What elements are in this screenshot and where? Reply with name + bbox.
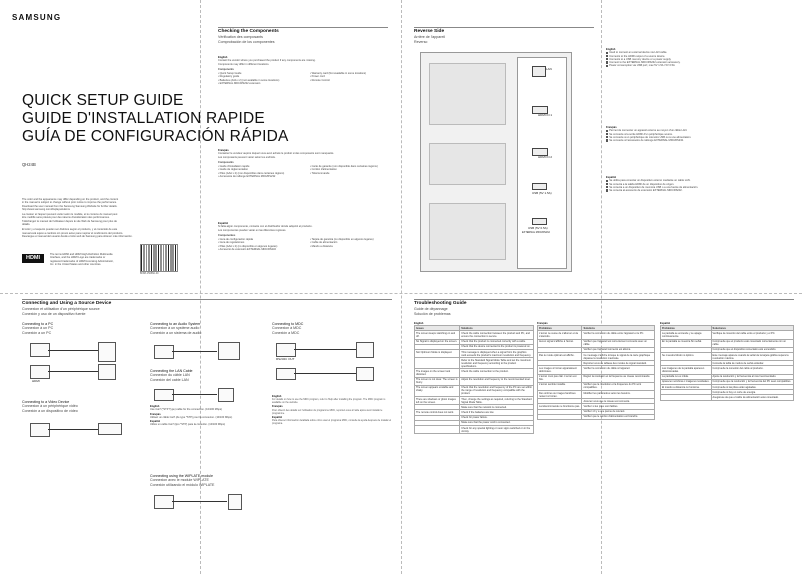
port-label: USB (5V 0.5A) (528, 226, 548, 230)
port-desc: Connects to the HDMI output of a source device. (606, 55, 794, 58)
router-icon (218, 388, 234, 402)
section-rule (22, 299, 392, 300)
rear-cover-recess (429, 143, 506, 185)
issue-cell: En la pantalla se muestra Sin señal. (661, 339, 712, 347)
hdmi-logo: HDMI (22, 254, 44, 263)
solution-cell: Vérifiez la connexion du câble à l'appareil. (582, 366, 655, 374)
lan-notes (150, 405, 250, 427)
component-item: • Guide de réglementation (218, 168, 249, 172)
lan-note: Utilisez un câble Cat7 (de type *STP) pour la connexion. (10/100 Mbps) (150, 415, 233, 419)
reverse-title-es: Reverso (414, 40, 428, 44)
heading-line: Connecting to an Audio System (150, 322, 201, 326)
cable-icon (172, 501, 227, 502)
heading-line: Connexion à MDC (272, 326, 302, 331)
reverse-en (606, 48, 794, 68)
table-row (538, 414, 655, 419)
components-label: Composants (218, 160, 234, 164)
reverse-es (606, 176, 794, 192)
table-row (661, 353, 794, 361)
solution-cell: Vérifiez la connexion du câble entre l'appareil et le PC. (582, 331, 655, 339)
lang-label: Español (150, 420, 161, 424)
rs232-label: RS232C OUT (276, 357, 295, 361)
heading-line: Connexion à un PC (22, 326, 54, 331)
issue-cell: Des ombres ou images fantômes restent à l'écran. (538, 390, 582, 398)
solution-cell: Check if the batteries are low. (460, 410, 534, 415)
cable-icon (48, 350, 98, 351)
table-row (538, 331, 655, 339)
usb-port-2 (532, 218, 547, 225)
port-desc: Se connecte à l'accessoire de rallonge EXTERNAL MDC/RS232. (606, 139, 794, 142)
component-item: • Tarjeta de garantía (no disponible en algunos lugares) (310, 238, 374, 242)
lang-label: English (150, 405, 160, 408)
trouble-table-en (414, 325, 534, 434)
table-header: Solutions (460, 326, 534, 331)
pc-heading (22, 322, 53, 335)
video-device-icon (98, 423, 122, 435)
fold-line (200, 0, 201, 574)
issue-cell: Se muestra Modo no óptimo. (661, 353, 712, 361)
lang-label: Français (272, 405, 283, 409)
table-row (538, 366, 655, 374)
component-item: • Remote Control (310, 78, 330, 82)
component-item: • Accessoire de rallonge EXTERNAL MDC/RS232 (218, 175, 276, 179)
heading-line: Conexión a un PC (22, 330, 52, 335)
heading-line: Conexión utilizando el módulo WIPLATE (150, 482, 215, 487)
cover-note-line: La couleur et l'aspect peuvent varier selon le modèle, et le contenu du manuel peut (22, 213, 118, 217)
component-item: • Carte de garantie (non disponible dans certaines régions) (310, 165, 378, 169)
fold-line (401, 0, 402, 574)
solution-cell: Ce message s'affiche lorsque le signal de la carte graphique dépasse la résolution maximale. (582, 353, 655, 361)
issue-cell (538, 414, 582, 419)
port-desc: Power consumption via USB port; max 5V 1.5A / 5V 0.5A (606, 64, 794, 67)
cable-icon (172, 351, 217, 352)
solution-cell: Make sure that the network is connected. (460, 405, 534, 410)
cover-title-es: GUÍA DE CONFIGURACIÓN RÁPIDA (22, 128, 289, 145)
table-row (415, 425, 534, 433)
table-row (415, 331, 534, 339)
heading-line: Connecting to a PC (22, 322, 54, 326)
component-item: • Télécommande (310, 171, 330, 175)
table-row (661, 395, 794, 400)
reverse-title-fr: Arrière de l'appareil (414, 35, 446, 39)
cable-icon (48, 371, 98, 372)
heading-line: Conexión a un dispositivo de vídeo (22, 408, 78, 413)
issue-cell: La pantalla se enciende y se apaga continuamente. (661, 331, 712, 339)
mdc-note: Para obtener información detallada sobre cómo usar el programa MDC, consulte la ayuda después de instalar el programa. (272, 419, 392, 426)
monitor-port-box (154, 389, 174, 401)
issue-cell: The screen is not clear. The screen is blurry. (415, 377, 460, 385)
component-item: • Guía de configuración rápida (218, 238, 253, 242)
heading-line: Connecting to a Video Device (22, 400, 70, 404)
fold-line (0, 293, 802, 294)
component-item: • Mando a distancia (310, 244, 333, 248)
rear-cover-recess (429, 203, 506, 260)
heading-line: Conexión del cable LAN (150, 377, 189, 382)
issue-cell: No Signal is displayed on the screen. (415, 339, 460, 344)
section-rule (414, 299, 794, 300)
lang-label: Français (537, 322, 548, 325)
port-label: LAN (546, 67, 552, 71)
components-title: Checking the Components (218, 29, 279, 34)
pc-icon (98, 342, 116, 362)
intro-line: Contact the vendor where you purchased the product if any components are missing. (218, 59, 316, 63)
table-row (661, 331, 794, 339)
cover-note-line: http://www.samsung.com/displaysolutions (22, 207, 70, 211)
wiplate-heading (150, 474, 214, 487)
cable-icon (172, 394, 217, 395)
hdmi-label: HDMI (32, 379, 40, 383)
port-desc: Se utiliza para conectar un dispositivo externo mediante un cable LAN. (606, 179, 794, 182)
section-rule (414, 27, 594, 28)
solution-cell: Check the cable connection between the product and PC, and ensure the connection is secure. (460, 331, 534, 339)
intro-line: Les composants peuvent varier selon les endroits. (218, 155, 276, 159)
monitor-icon (356, 342, 374, 358)
lang-label: English (606, 48, 616, 51)
cover-title-en: QUICK SETUP GUIDE (22, 92, 184, 109)
monitor-port-box (276, 343, 296, 357)
solution-cell: Modifiez les paramètres selon les besoins. (582, 390, 655, 398)
solution-cell: Verifique la conexión del cable entre el producto y el PC. (711, 331, 793, 339)
solution-cell: This message is displayed when a signal from the graphics card exceeds the product's maximum resolution and frequency. (460, 350, 534, 358)
solution-cell: Vérifiez que le cordon d'alimentation est branché. (582, 414, 655, 419)
rear-cover-recess (429, 63, 506, 125)
monitor-port-box (154, 495, 174, 509)
issue-cell: Les images à l'écran apparaissent déformées. (538, 366, 582, 374)
heading-line: Connecting to MDC (272, 322, 304, 326)
solution-cell: Assurez-vous que le réseau est connecté. (582, 399, 655, 404)
issue-cell: La pantalla no es nítida. (661, 374, 712, 379)
trouble-table-fr (537, 325, 655, 420)
port-label: HDMI IN 2 (538, 155, 553, 159)
port-desc: Se connecte à la sortie HDMI d'un périphérique source. (606, 133, 794, 136)
monitor-port-box (30, 423, 50, 437)
solution-cell: Vérifiez si les piles sont faibles. (582, 404, 655, 409)
heading-line: Connexion à un système audio (150, 326, 200, 331)
lang-label: English (272, 395, 282, 398)
lan-port (532, 66, 546, 77)
table-row (415, 385, 534, 396)
table-row (538, 390, 655, 398)
heading-line: Conexión a un sistema de audio (150, 330, 202, 335)
solution-cell: Check that the product is connected correctly with a cable. (460, 339, 534, 344)
model-number: QH24B (22, 162, 36, 167)
components-es (218, 222, 393, 251)
heading-line: Connexion avec le module WIPLATE (150, 478, 209, 483)
cable-icon (294, 349, 356, 350)
solution-cell: Check the cable connection to the product. (460, 369, 534, 377)
port-desc: Se conecta al accesorio de extensión EXTERNAL MDC/RS232. (606, 189, 794, 192)
lang-label: Français (150, 412, 161, 416)
solution-cell: Make sure that the power cord is connected. (460, 420, 534, 425)
component-item: • EXTERNAL MDC/RS232 extension (218, 82, 261, 86)
port-desc: Connects to a USB memory device or a power supply. (606, 58, 794, 61)
components-fr (218, 149, 393, 178)
table-row (538, 353, 655, 361)
component-item: • Warranty card (Not available in some locations) (310, 72, 367, 76)
issue-cell (661, 395, 712, 400)
port-desc: Se conecta a un dispositivo de memoria USB o a una fuente de alimentación. (606, 186, 794, 189)
mdc-note: Pour obtenir des détails sur l'utilisation du programme MDC, reportez-vous à l'aide après avoir installé le programme. (272, 408, 383, 415)
mdc-heading (272, 322, 303, 335)
lang-label: Español (218, 222, 229, 225)
hdmi-trademark-line: Interface, and the HDMI Logo are trademarks or (50, 256, 106, 260)
table-header: Problèmes (538, 326, 582, 331)
issue-cell: Aucun signal s'affiche à l'écran. (538, 339, 582, 347)
laptop-icon (98, 364, 116, 380)
issue-cell: La télécommande ne fonctionne pas. (539, 404, 580, 408)
table-header: Issues (415, 326, 460, 331)
lan-note: Use Cat7 (*STP Type) cable for the connection. (10/100 Mbps) (150, 408, 222, 412)
lang-label: Français (218, 149, 229, 152)
table-row (538, 382, 655, 390)
cover-note-line: Descargue el manual del usuario desde el sitio web de Samsung para obtener más información. (22, 234, 133, 238)
table-row (661, 339, 794, 347)
solution-cell: Check for any special lighting or neon signs switched on in the vicinity. (460, 425, 534, 433)
usb-port-1 (532, 183, 547, 190)
barcode (140, 244, 178, 272)
components-title-fr: Vérification des composants (218, 35, 263, 39)
cover-note-line: The color and the appearance may differ depending on the product, and the content (22, 198, 119, 201)
table-row (538, 374, 655, 382)
solution-cell: Este mensaje aparece cuando la señal de la tarjeta gráfica supera la resolución máxima. (711, 353, 793, 361)
issue-cell: Pas le mode optimal est affiché. (538, 353, 582, 361)
issue-cell: The remote control does not work. (415, 410, 460, 415)
solution-cell: Compruebe si las pilas están agotadas. (711, 384, 793, 389)
cover-note-line: in the manual is subject to change without prior notice to improve the performance. (22, 201, 117, 205)
port-desc: Used to connect an external device via LAN cable. (606, 51, 794, 54)
cover-note-line: manual está sujeto a cambios sin previo aviso para mejorar el rendimiento del producto. (22, 231, 124, 235)
cover-title-fr: GUIDE D'INSTALLATION RAPIDE (22, 110, 265, 127)
solution-cell: Adjust the resolution and frequency to the recommended level. (460, 377, 534, 385)
audio-heading (150, 322, 201, 335)
component-item: • Guide d'installation rapide (218, 165, 250, 169)
component-item: • Regulatory guide (218, 75, 240, 79)
components-en (218, 56, 393, 85)
mdc-notes (272, 395, 394, 425)
table-row (415, 369, 534, 377)
solution-cell: Compruebe que la resolución y la frecuencia del PC sean compatibles. (711, 379, 793, 384)
lan-note: Utilice un cable Cat7 (tipo *STP) para la conexión. (10/100 Mbps) (150, 423, 226, 427)
port-desc: Se conecta a la salida HDMI de un dispositivo de origen. (606, 183, 794, 186)
solution-cell: Vérifiez que la résolution et la fréquence du PC sont compatibles. (582, 382, 655, 390)
solution-cell: Compruebe que el dispositivo conectado esté encendido. (711, 347, 793, 352)
issue-cell: There are shadows or ghost images left on the screen. (415, 396, 460, 404)
solution-cell: Asegúrese de que el cable de alimentación esté conectado. (711, 395, 793, 400)
issue-cell: Aparecen sombras o imágenes residuales. (662, 380, 710, 384)
reverse-title: Reverse Side (414, 29, 445, 34)
wiplate-module-icon (228, 494, 242, 510)
trouble-fr (537, 322, 655, 420)
solution-cell: Check that the resolution and frequency of the PC are set within the range of resolution and frequency compatible with the product. (461, 386, 532, 396)
issue-cell: El mando a distancia no funciona. (661, 384, 712, 389)
solution-cell: Consulte la tabla de modos de señal estándar. (711, 361, 793, 366)
issue-cell: Las imágenes de la pantalla aparecen distorsionadas. (661, 366, 712, 374)
monitor-port-box (154, 345, 174, 359)
solution-cell: Ajuste la resolución y la frecuencia al nivel recomendado. (711, 374, 793, 379)
hdmi-trademark-line: The terms HDMI and HDMI High-Definition Multimedia (50, 253, 113, 256)
solution-cell: Check that the device connected to the product is powered on. (460, 344, 534, 349)
video-heading (22, 400, 78, 413)
components-label: Components (218, 67, 234, 71)
component-item: • Power cord (310, 75, 325, 79)
trouble-es (660, 322, 794, 401)
trouble-title: Troubleshooting Guide (414, 301, 467, 306)
solution-cell: Compruebe si hay un corte de energía. (711, 390, 793, 395)
trouble-title-es: Solución de problemas (414, 312, 451, 316)
connecting-title-fr: Connexion et utilisation d'un périphérique source (22, 307, 100, 311)
mdc-note: For details on how to use the MDC program, refer to Help after installing the program. The MDC program is available on the website. (272, 398, 386, 405)
lang-label: Français (606, 126, 617, 129)
table-header: Problemas (661, 326, 712, 331)
intro-line: Los componentes pueden variar en las diferentes regiones. (218, 228, 287, 232)
heading-line: Conexión a MDC (272, 330, 300, 335)
heading-line: Connexion à un périphérique vidéo (22, 404, 78, 409)
cable-icon (48, 429, 98, 430)
components-title-es: Comprobación de los componentes (218, 40, 275, 44)
lang-label: English (218, 56, 228, 59)
table-row (415, 377, 534, 385)
component-item: • Piles (AAA x 2) (non disponibles dans certaines régions) (218, 171, 285, 175)
lang-label: Español (606, 176, 617, 179)
port-column (517, 57, 567, 269)
solution-cell: Vérifiez s'il y a une panne de courant. (582, 409, 655, 414)
cover-notes (22, 198, 192, 238)
intro-line: Si falta algún componente, contacte con el distribuidor donde adquirió el producto. (218, 225, 313, 229)
table-row (538, 339, 655, 347)
solution-cell: Compruebe la conexión del cable al producto. (711, 366, 793, 374)
solution-cell: Réglez la résolution et la fréquence au niveau recommandé. (582, 374, 655, 382)
fold-line (601, 0, 602, 574)
component-item: • Guía de regulaciones (218, 241, 245, 245)
table-row (661, 366, 794, 374)
cover-note-line: Téléchargez le manuel de l'utilisateur depuis le site Web de Samsung pour plus de (22, 219, 117, 223)
issue-cell: L'écran semble instable. (538, 382, 582, 390)
trouble-table-es (660, 325, 794, 400)
heading-line: Connexion du câble LAN (150, 373, 190, 378)
rear-panel-illustration (420, 52, 572, 272)
hdmi-trademark-line: Inc. in the United States and other countries. (50, 262, 102, 266)
table-header: Solutions (582, 326, 655, 331)
table-row (415, 396, 534, 404)
table-header: Soluciones (711, 326, 793, 331)
heading-line: Connecting the LAN Cable (150, 369, 193, 373)
component-item: • Cordon d'alimentation (310, 168, 337, 172)
cover-note-line: être modifié sans préavis pour des raisons d'amélioration des performances. (22, 216, 110, 220)
component-item: • Accesorio de extensión EXTERNAL MDC/RS232 (218, 248, 276, 252)
issue-cell: The screen keeps switching on and off. (415, 331, 460, 339)
solution-cell: Reportez-vous au tableau des modes de signal standard. (582, 361, 655, 366)
barcode-text: BN68-15088A-00 (140, 272, 159, 275)
port-sublabel: EXTERNAL MDC/RS232 (522, 231, 550, 234)
port-desc: Se connecte à un périphérique de mémoire USB ou à une alimentation. (606, 136, 794, 139)
port-label: USB (5V 1.5A) (532, 191, 552, 195)
cover-note-line: Download the user manual from the Samsung Samsung Website for further details. (22, 204, 118, 208)
intro-line: Components may differ in different locations. (218, 62, 270, 66)
connecting-title: Connecting and Using a Source Device (22, 301, 112, 306)
cover-note-line: détails. (22, 223, 31, 227)
issue-cell (415, 358, 460, 369)
monitor-port-box (276, 368, 296, 380)
issue-cell: The screen appears unstable and shaky. (415, 385, 460, 396)
section-rule (218, 27, 388, 28)
heading-line: Connecting using the WIPLATE module (150, 474, 214, 478)
component-item: • Pilas (AAA x 2) (no disponible en algunos lugares) (218, 244, 278, 248)
monitor-icon (356, 367, 374, 381)
hdmi-trademark-line: registered trademarks of HDMI Licensing Administrator, (50, 259, 114, 263)
components-label: Componentes (218, 233, 236, 237)
issue-cell (415, 425, 460, 433)
cable-icon (294, 373, 356, 374)
lang-label: English (414, 322, 424, 325)
monitor-port-box (30, 365, 50, 379)
cover-note-line: El color y el aspecto pueden ser distintos según el producto, y el contenido de este (22, 228, 118, 232)
speaker-icon (218, 342, 240, 360)
solution-cell: Compruebe que el producto esté conectado correctamente con un cable. (711, 339, 793, 347)
solution-cell: Refer to the Standard Signal Mode Table and set the maximum resolution and frequency according to the product specifications. (460, 358, 534, 369)
component-item: • Quick Setup Guide (218, 72, 242, 76)
lang-label: Español (660, 322, 671, 325)
solution-cell: Vérifiez que l'appareil connecté est allumé. (582, 347, 655, 352)
port-desc: Connect to the EXTERNAL MDC/RS232 extension accessory. (606, 61, 794, 64)
reverse-fr (606, 126, 794, 142)
port-label: HDMI IN 1 (538, 113, 553, 117)
samsung-logo: SAMSUNG (12, 13, 62, 22)
issue-cell: L'écran n'est pas clair. L'écran est flou. (538, 374, 582, 382)
issue-cell: Not Optimum Mode is displayed. (415, 350, 460, 358)
table-row (415, 358, 534, 369)
issue-cell: The images on the screen look distorted. (415, 369, 460, 377)
intro-line: Contactez le vendeur auprès duquel vous avez acheté le produit si des composants sont manquants. (218, 152, 335, 156)
table-row (415, 350, 534, 358)
component-item: • Batteries (AAA x 2) (not available in some locations) (218, 78, 280, 82)
solution-cell: Then, change the settings as required, referring to the Standard Signal Mode Table. (461, 397, 532, 404)
connecting-title-es: Conexión y uso de un dispositivo fuente (22, 312, 86, 316)
lang-label: Español (272, 415, 283, 419)
component-item: • Cable de alimentación (310, 241, 338, 245)
monitor-port-box (30, 343, 50, 357)
solution-cell: Check for power failure. (460, 415, 534, 420)
trouble-en (414, 322, 534, 434)
lan-heading (150, 369, 193, 382)
trouble-title-fr: Guide de dépannage (414, 307, 448, 311)
port-desc: Permet de connecter un appareil externe au moyen d'un câble LAN. (606, 129, 794, 132)
issue-cell: L'écran ne cesse de s'allumer et de s'éteindre. (538, 331, 582, 339)
solution-cell: Vérifiez que l'appareil est correctement connecté avec un câble. (582, 339, 655, 347)
